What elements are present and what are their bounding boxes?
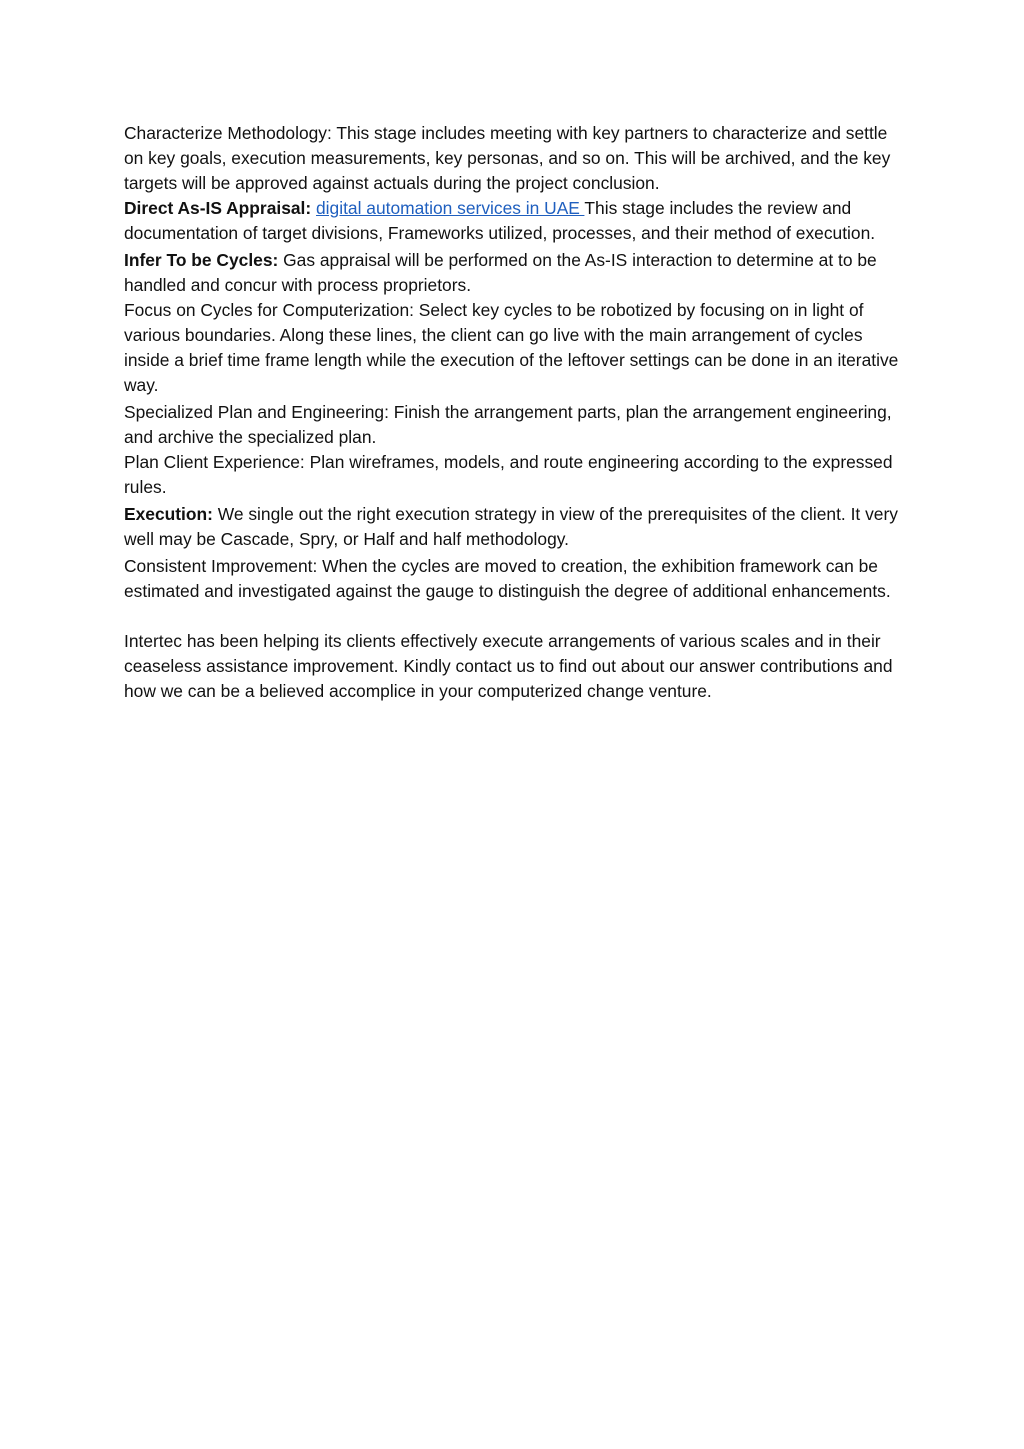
digital-automation-link[interactable]: digital automation services in UAE (316, 198, 585, 218)
paragraph-text: This stage includes the review and documentation of target divisions, Frameworks utilized, processes, and their method of execution. (124, 198, 876, 243)
paragraph-text: We single out the right execution strategy in view of the prerequisites of the client. It very well may be Cascade, Spry, or Half and half methodology. (124, 504, 898, 549)
paragraph-text: Plan Client Experience: Plan wireframes, models, and route engineering according to the expressed rules. (124, 452, 893, 497)
paragraph-characterize-methodology (124, 121, 904, 196)
paragraph-intertec-closing (124, 629, 904, 704)
paragraph-text: Characterize Methodology: This stage includes meeting with key partners to characterize and settle on key goals, execution measurements, key personas, and so on. This will be archived, and the key targets will be approved against actuals during the project conclusion. (124, 123, 891, 193)
paragraph-focus-cycles (124, 298, 904, 398)
paragraph-specialized-plan (124, 400, 904, 450)
paragraph-infer-cycles (124, 248, 904, 298)
paragraph-consistent-improvement (124, 554, 904, 604)
paragraph-lead: Direct As-IS Appraisal: (124, 198, 312, 218)
paragraph-text: Consistent Improvement: When the cycles are moved to creation, the exhibition framework can be estimated and investigated against the gauge to distinguish the degree of additional enhancements. (124, 556, 891, 601)
paragraph-direct-asis-appraisal (124, 196, 904, 246)
paragraph-text: Gas appraisal will be performed on the As-IS interaction to determine at to be handled and concur with process proprietors. (124, 250, 877, 295)
paragraph-plan-client-experience (124, 450, 904, 500)
paragraph-text: Intertec has been helping its clients effectively execute arrangements of various scales and in their ceaseless assistance improvement. Kindly contact us to find out about our answer contributions and how we can be a believed accomplice in your computerized change venture. (124, 631, 893, 701)
paragraph-execution (124, 502, 904, 552)
paragraph-lead: Execution: (124, 504, 213, 524)
paragraph-text: Specialized Plan and Engineering: Finish the arrangement parts, plan the arrangement engineering, and archive the specialized plan. (124, 402, 892, 447)
document-body (124, 121, 904, 704)
paragraph-text: Focus on Cycles for Computerization: Select key cycles to be robotized by focusing on in light of various boundaries. Along these lines, the client can go live with the main arrangement of cycles inside a brief time frame length while the execution of the leftover settings can be done in an iterative way. (124, 300, 899, 395)
paragraph-lead: Infer To be Cycles: (124, 250, 279, 270)
